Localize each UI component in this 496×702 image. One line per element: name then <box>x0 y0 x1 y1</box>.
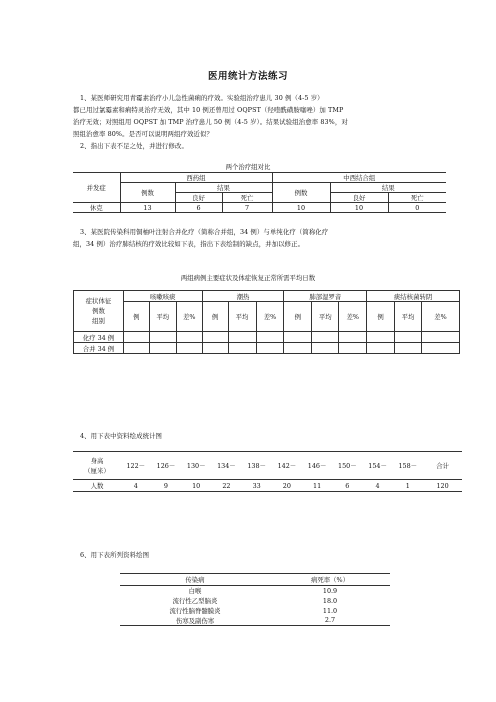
sub-mean: 平均 <box>395 302 422 332</box>
row-label-combined: 合并 34 例 <box>74 343 124 354</box>
sub-mean: 平均 <box>312 302 339 332</box>
header-cases-2: 例数 <box>272 183 330 203</box>
q1-line-3: 治疗无效；对照组用 OQPST 加 TMP 治疗患儿 50 例（4-5 岁）。结果试验组治愈率 83%，对 <box>73 118 348 126</box>
range-cell: 134－ <box>217 462 236 470</box>
count-cell: 4 <box>133 481 138 490</box>
header-cough: 咳嗽咳痰 <box>123 291 202 302</box>
header-total: 合计 <box>436 462 449 470</box>
disease-cell: 白喉 <box>188 587 202 596</box>
range-cell: 158－ <box>398 462 418 470</box>
cell-cases-1: 13 <box>120 203 175 213</box>
cell-complication: 休克 <box>73 203 120 213</box>
header-result-2: 结果 <box>330 183 446 193</box>
count-cell: 20 <box>282 481 291 490</box>
header-result-1: 结果 <box>175 183 272 193</box>
q6-text: 6、用下表所列资料绘图 <box>80 551 150 559</box>
sub-mean: 平均 <box>228 302 256 332</box>
symptom-recovery-table <box>73 290 460 354</box>
header-height-unit: （厘米） <box>84 466 110 475</box>
count-cell: 9 <box>163 481 168 490</box>
rate-cell: 2.7 <box>324 616 336 625</box>
page-title: 医用统计方法练习 <box>207 71 288 82</box>
sub-percent: 差% <box>256 302 284 332</box>
disease-cell: 流行性脑脊髓膜炎 <box>169 607 221 615</box>
header-rales: 肺部湿罗音 <box>284 291 367 302</box>
table-row <box>120 586 390 596</box>
table-row <box>74 343 460 354</box>
sub-cases: 例 <box>202 302 228 332</box>
count-label: 人数 <box>90 482 104 490</box>
sub-cases: 例 <box>367 302 395 332</box>
cell-cases-2: 10 <box>272 203 330 213</box>
height-distribution-table <box>73 451 462 492</box>
range-cell: 142－ <box>277 462 297 470</box>
sub-mean: 平均 <box>149 302 176 332</box>
count-cell: 11 <box>313 481 322 490</box>
table-row <box>74 332 460 343</box>
header-combined-group: 中西结合组 <box>272 173 446 183</box>
count-cell: 1 <box>405 481 410 490</box>
q2-text: 2、指出下表不足之处，并进行修改。 <box>80 142 189 150</box>
table-row <box>73 480 462 492</box>
header-height <box>73 452 121 480</box>
table2-corner <box>74 291 124 332</box>
corner-group-label: 组别 <box>92 317 105 325</box>
cell-good-1: 6 <box>175 203 222 213</box>
cell-dead-2: 0 <box>388 203 446 213</box>
header-good-2: 良好 <box>330 193 388 203</box>
count-cell: 22 <box>222 481 231 490</box>
sub-cases: 例 <box>123 302 149 332</box>
fatality-rate-table <box>120 573 390 626</box>
range-cell: 122－ <box>126 462 146 470</box>
q1-line-4: 照组治愈率 80%。是否可以说明两组疗效近似？ <box>73 130 213 138</box>
table-row <box>120 596 390 606</box>
range-cell: 130－ <box>186 462 206 470</box>
header-fatality-rate: 病死率（%） <box>310 576 350 584</box>
header-fever: 潮热 <box>202 291 284 302</box>
range-cell: 126－ <box>156 462 176 470</box>
header-disease: 传染病 <box>185 576 205 584</box>
count-cell: 33 <box>252 481 261 490</box>
corner-symptom-label: 症状体征 <box>85 297 112 305</box>
sub-cases: 例 <box>284 302 312 332</box>
count-cell: 10 <box>192 481 201 490</box>
cell-good-2: 10 <box>330 203 388 213</box>
cell-dead-1: 7 <box>222 203 272 213</box>
q1-line-1: 1、某医师研究用青霉素治疗小儿急性菌痢的疗效。实验组治疗患儿 30 例（4-5 岁） <box>80 94 324 102</box>
disease-cell: 伤寒及副伤寒 <box>175 616 215 625</box>
corner-cases-label: 例数 <box>92 307 105 315</box>
header-dead-1: 死亡 <box>222 193 272 203</box>
rate-cell: 11.0 <box>322 606 338 615</box>
header-height-label: 身高 <box>90 456 104 465</box>
header-good-1: 良好 <box>175 193 222 203</box>
treatment-comparison-table <box>73 172 446 213</box>
sub-percent: 差% <box>176 302 202 332</box>
table2-caption: 两组病例主要症状及体症恢复正常所需平均日数 <box>180 274 316 282</box>
disease-cell: 流行性乙型脑炎 <box>172 597 218 605</box>
sub-percent: 差% <box>422 302 460 332</box>
count-cell: 4 <box>375 481 380 490</box>
count-total: 120 <box>436 481 449 490</box>
rate-cell: 10.9 <box>322 586 338 595</box>
range-cell: 154－ <box>368 462 387 470</box>
row-label-chemo: 化疗 34 例 <box>74 332 124 343</box>
header-sputum: 痰结核菌转阴 <box>367 291 460 302</box>
q1-line-2: 都已用过氯霉素和痢特灵治疗无效，其中 10 例还曾用过 OQPST（羟喹酰磺胺噻唑）加 TMP <box>73 106 344 114</box>
header-complication: 并发症 <box>73 173 120 203</box>
table-row <box>120 606 390 616</box>
sub-percent: 差% <box>339 302 367 332</box>
q3-line-1: 3、某医院传染科用铜柚叶注射合并化疗（简称合并组，34 例）与单纯化疗（简称化疗 <box>80 228 329 236</box>
range-cell: 150－ <box>338 462 357 470</box>
header-western-group: 西药组 <box>120 173 272 183</box>
range-cell: 146－ <box>307 462 327 470</box>
q4-text: 4、用下表中资料绘成统计图 <box>80 432 163 440</box>
header-cases-1: 例数 <box>120 183 175 203</box>
table-row <box>120 616 390 626</box>
header-dead-2: 死亡 <box>388 193 446 203</box>
table-row <box>73 203 446 213</box>
range-cell: 138－ <box>247 462 266 470</box>
rate-cell: 18.0 <box>322 596 338 605</box>
count-cell: 6 <box>345 481 350 490</box>
table1-caption: 两个治疗组对比 <box>225 163 271 171</box>
q3-line-2: 组，34 例）治疗肺结核的疗效比较如下表，指出下表绘制的缺点，并加以修正。 <box>73 240 305 248</box>
